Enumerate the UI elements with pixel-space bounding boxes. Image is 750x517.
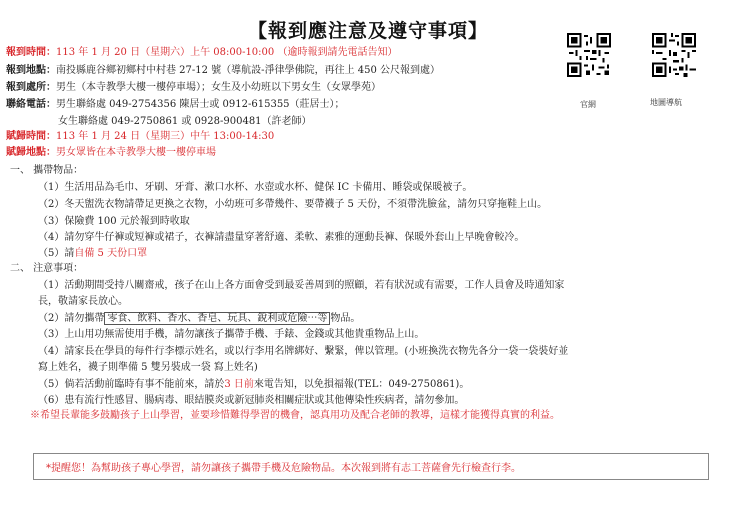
- list-item: 寫上姓名，襪子則準備 5 雙另裝成一袋 寫上姓名): [38, 362, 258, 373]
- map-navigation-qr-label: 地圖導航: [650, 98, 682, 107]
- contact-phone-row: 聯絡電話：男生聯絡處 049-2754356 陳居士或 0912-615355（莊居士）；: [6, 99, 345, 110]
- checkin-location-row: 報到地點：南投縣鹿谷鄉初鄉村中村巷 27-12 號（導航設-淨律學佛院，再往上 450 公尺報到處）: [6, 65, 441, 76]
- list-item: 長，敬請家長放心。: [38, 296, 128, 307]
- list-item: （3）上山用功無需使用手機，請勿讓孩子攜帶手機、手錶、金錢或其他貴重物品上山。: [38, 329, 425, 340]
- list-item: （2）冬天盥洗衣物請帶足更換之衣物，小幼班可多帶幾件、要帶襪子 5 天份，不須帶洗臉盆，請勿只穿拖鞋上山。: [38, 199, 548, 210]
- list-item: （4）請勿穿牛仔褲或短褲或裙子，衣褲請盡量穿著舒適、柔軟、素雅的運動長褲、保暖外套山上早晚會較冷。: [38, 232, 525, 243]
- list-item: （5）倘若活動前臨時有事不能前來，請於3 日前來電告知，以免損福報(TEL：049-2750861)。: [38, 379, 470, 390]
- checkin-time-row: 報到時間：113 年 1 月 20 日（星期六）上午 08:00-10:00 （逾時報到請先電話告知）: [6, 47, 398, 58]
- list-item: （1）生活用品為毛巾、牙刷、牙膏、漱口水杯、水壺或水杯、健保 IC 卡備用、睡袋或保暖被子。: [38, 182, 473, 193]
- list-item: （5）請自備 5 天份口罩: [38, 248, 148, 259]
- map-navigation-qr-icon[interactable]: [652, 33, 696, 77]
- reminder-text: *提醒您！為幫助孩子專心學習，請勿讓孩子攜帶手機及危險物品。本次報到將有志工菩薩會先行檢查行李。: [46, 463, 521, 474]
- website-qr-label: 官網: [580, 100, 596, 109]
- list-item: （1）活動期間受持八關齋戒，孩子在山上各方面會受到最妥善周到的照顧，若有狀況或有需要，工作人員會及時通知家: [38, 280, 565, 291]
- list-item: （3）保險費 100 元於報到時收取: [38, 216, 190, 227]
- prohibited-items-box: 零食、飲料、香水、香皂、玩具、銳利或危險⋯等: [104, 312, 330, 325]
- list-item: （2）請勿攜帶 零食、飲料、香水、香皂、玩具、銳利或危險⋯等 物品。: [38, 313, 361, 324]
- list-item: （6）患有流行性感冒、腸病毒、眼結膜炎或新冠肺炎相關症狀或其他傳染性疾病者，請勿參加。: [38, 395, 465, 406]
- website-qr-icon[interactable]: [567, 33, 611, 77]
- checkin-place-row: 報到處所：男生（本寺教學大樓一樓停車場）；女生及小幼班以下男女生（女眾學苑）: [6, 82, 381, 93]
- list-item: （4）請家長在學員的每件行李標示姓名，或以行李用名牌綁好、繫緊，俾以管理。(小班換洗衣物先各分一袋一袋裝好並: [38, 346, 569, 357]
- return-time-row: 賦歸時間：113 年 1 月 24 日（星期三）中午 13:00-14:30: [6, 131, 275, 142]
- contact-phone-row-2: 女生聯絡處 049-2750861 或 0928-900481（許老師）: [58, 116, 312, 127]
- hope-note: ※希望長輩能多鼓勵孩子上山學習，並要珍惜難得學習的機會，認真用功及配合老師的教導，這樣才能獲得真實的利益。: [30, 410, 560, 421]
- page-title: 【報到應注意及遵守事項】: [248, 20, 489, 42]
- section-notes-heading: 二、 注意事項：: [10, 263, 84, 274]
- return-location-row: 賦歸地點：男女眾皆在本寺教學大樓一樓停車場: [6, 147, 216, 158]
- section-items-heading: 一、 攜帶物品：: [10, 165, 84, 176]
